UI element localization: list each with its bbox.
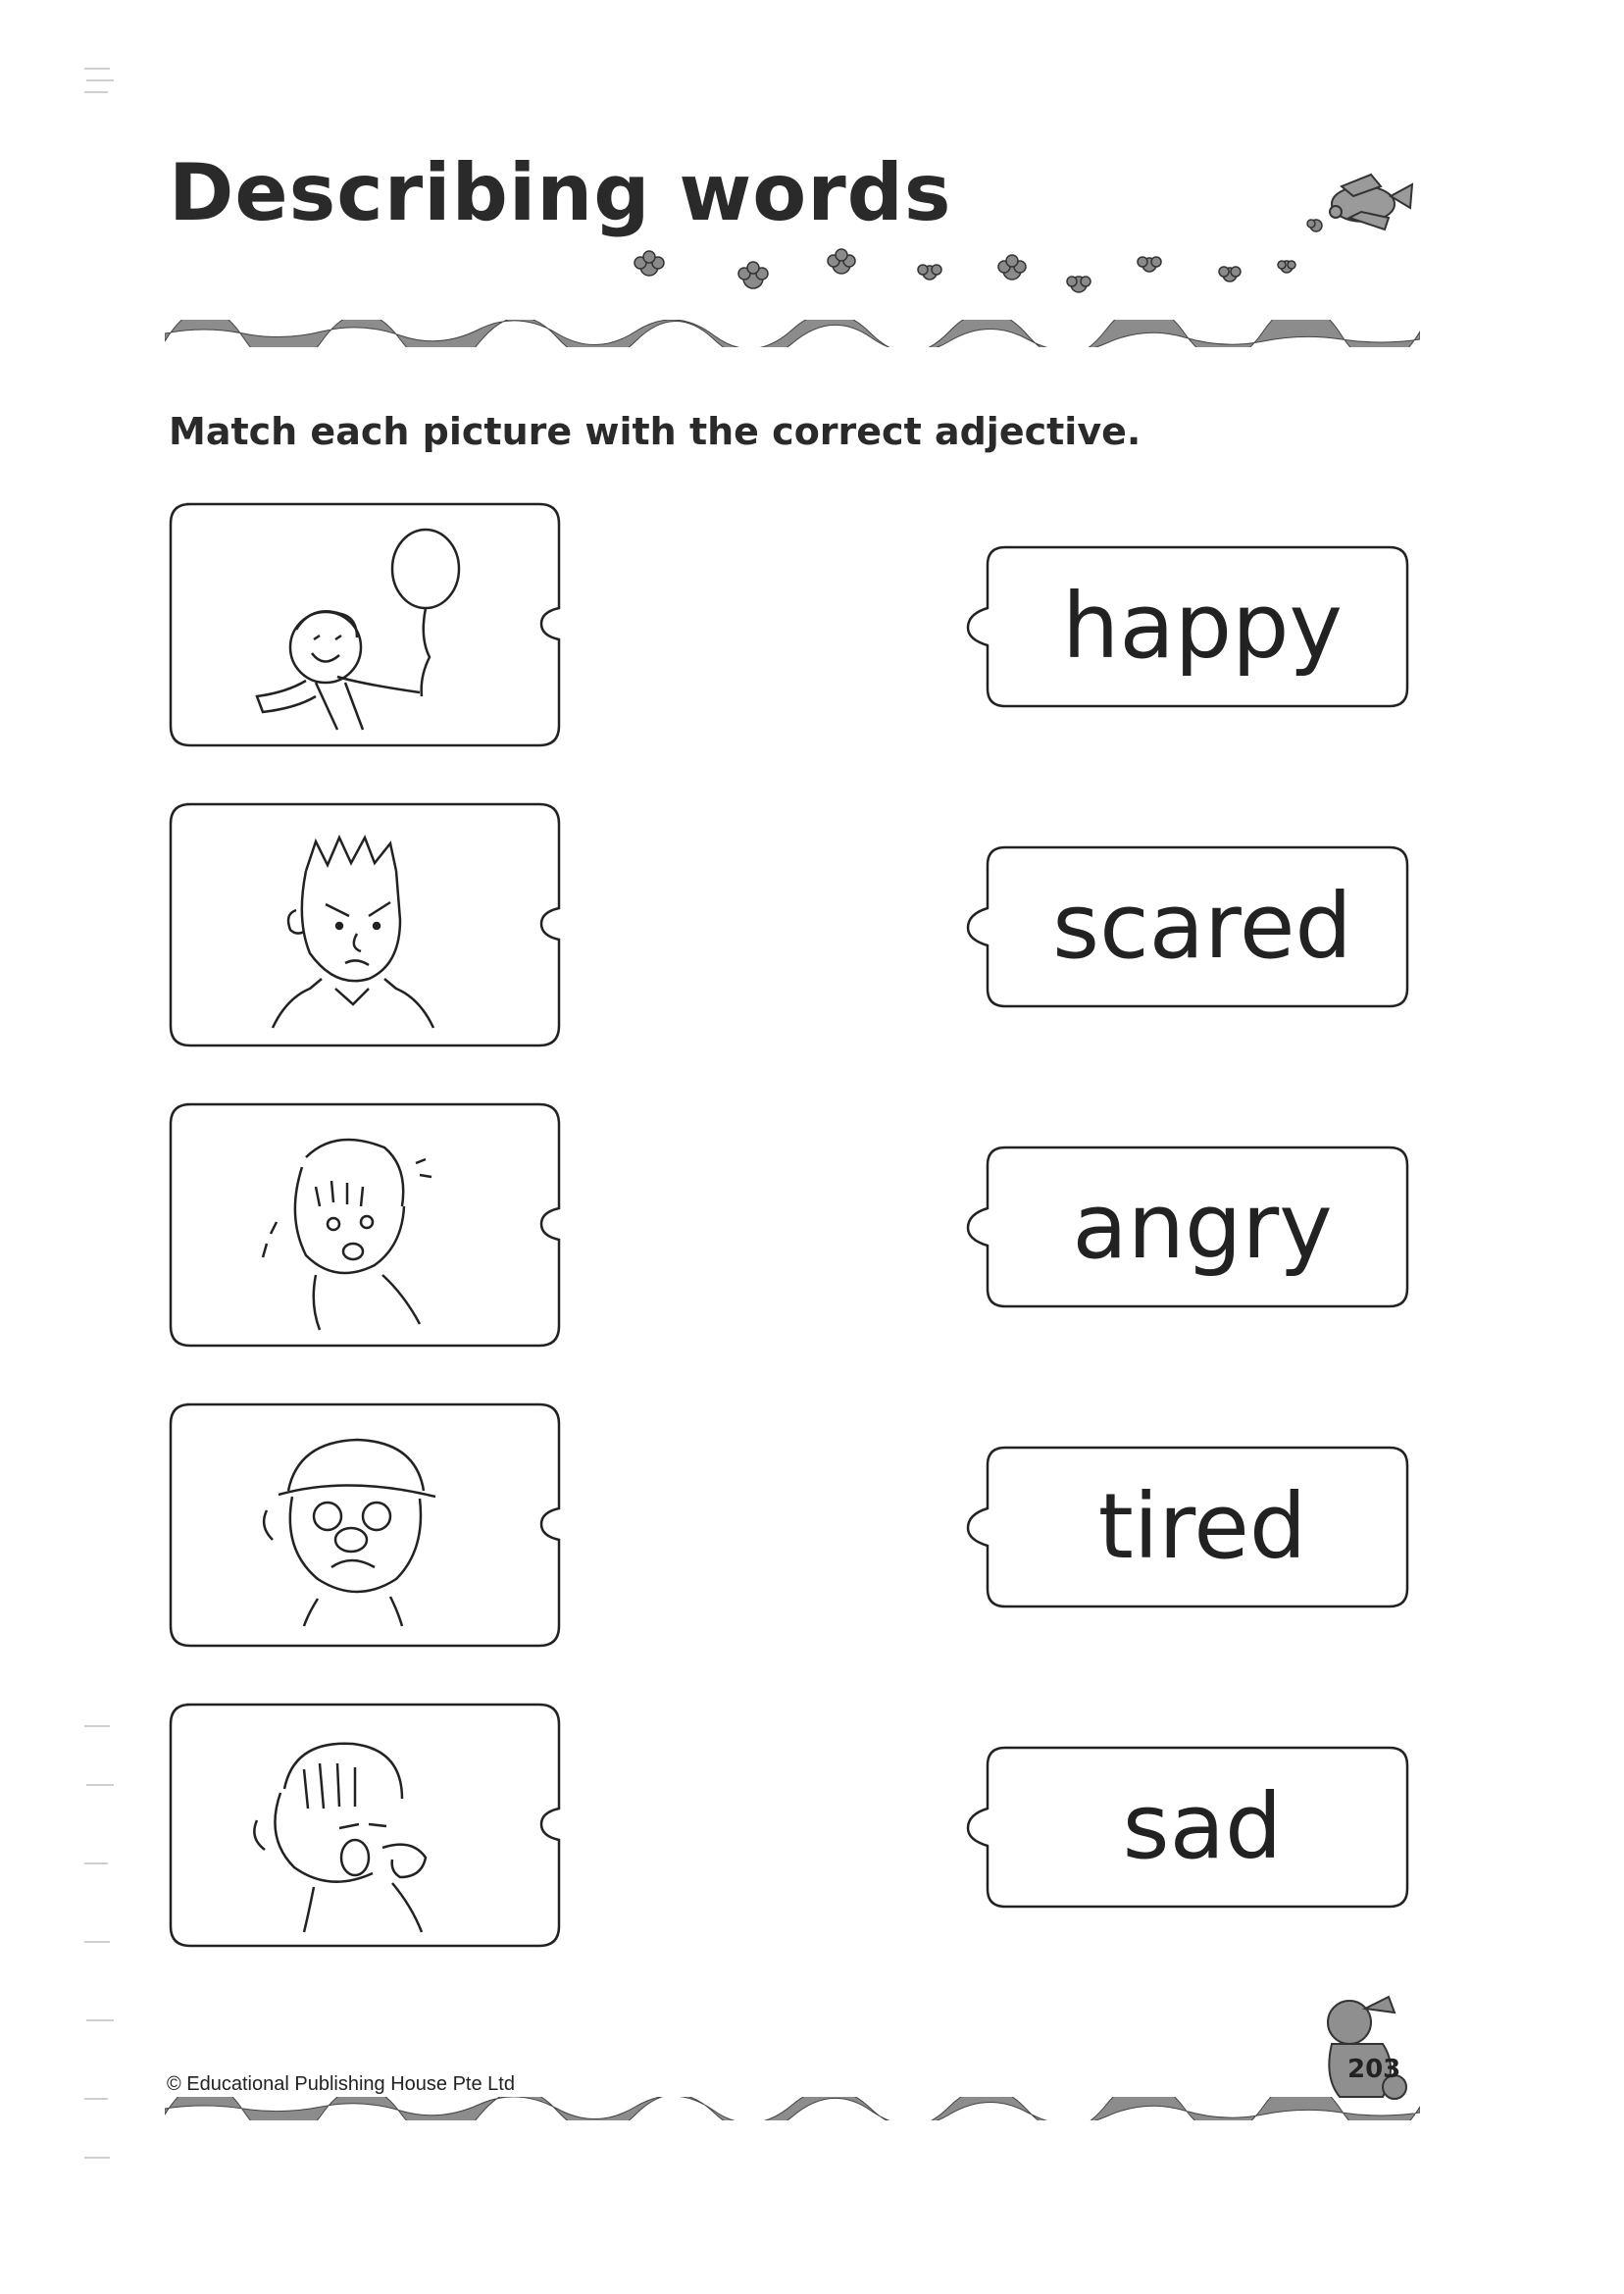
bottom-divider [165,2097,1420,2120]
page-title: Describing words [169,147,952,238]
word-label: scared [1052,874,1352,979]
page-number: 203 [1347,2055,1401,2084]
angry-boy-icon [267,832,463,1033]
picture-card-scared-child[interactable] [169,1102,561,1348]
instruction-text: Match each picture with the correct adjective. [169,410,1142,453]
copyright-text: © Educational Publishing House Pte Ltd [167,2073,515,2095]
picture-card-happy-child[interactable] [169,502,561,747]
scan-edge-texture [80,59,120,2177]
sad-man-with-hat-icon [259,1432,475,1628]
flower-trail-decoration [0,0,1624,324]
word-card-sad[interactable] [966,1746,1409,1909]
word-card-scared[interactable] [966,845,1409,1008]
top-divider [165,320,1420,347]
word-label: sad [1122,1774,1283,1879]
word-label: angry [1072,1174,1333,1279]
picture-card-tired-child[interactable] [169,1703,561,1948]
picture-card-sad-man[interactable] [169,1402,561,1648]
word-card-happy[interactable] [966,545,1409,708]
happy-child-with-balloon-icon [247,520,482,736]
word-card-tired[interactable] [966,1446,1409,1608]
scared-child-icon [237,1128,473,1334]
picture-card-angry-boy[interactable] [169,802,561,1047]
word-label: happy [1062,574,1343,679]
tired-yawning-child-icon [245,1730,471,1936]
word-label: tired [1097,1474,1307,1579]
mascot-icon [1304,1989,1422,2107]
word-card-angry[interactable] [966,1146,1409,1308]
